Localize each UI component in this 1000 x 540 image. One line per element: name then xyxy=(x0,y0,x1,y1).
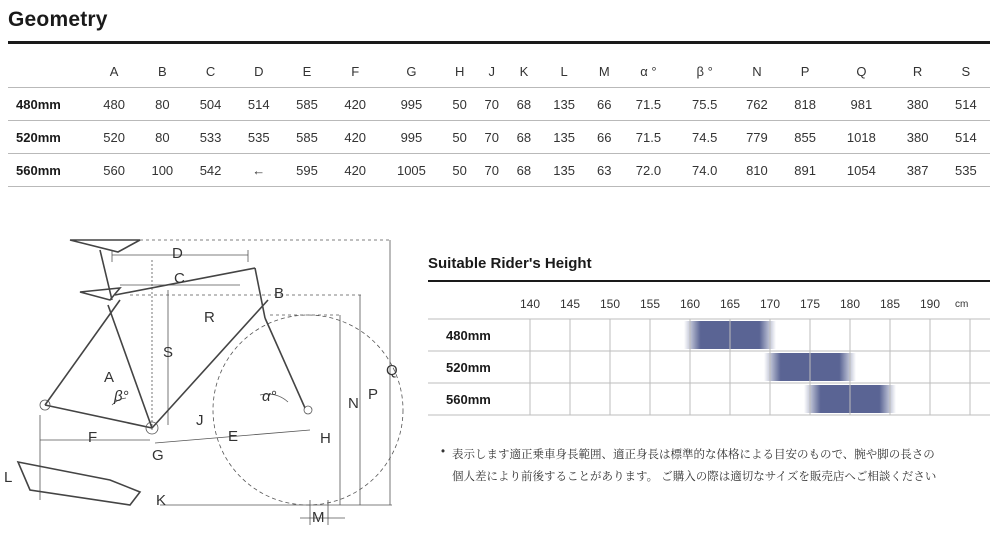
table-cell: 50 xyxy=(452,162,467,178)
rider-size-label: 520mm xyxy=(446,360,491,375)
column-header: R xyxy=(912,63,923,79)
table-cell: 1054 xyxy=(846,162,876,178)
diagram-label-f: F xyxy=(88,429,98,446)
column-header: β ° xyxy=(696,63,713,79)
table-cell: 779 xyxy=(746,129,768,145)
table-cell: 80 xyxy=(155,129,170,145)
table-cell: 520 xyxy=(103,129,125,145)
column-header: H xyxy=(454,63,465,79)
table-cell: 135 xyxy=(553,129,575,145)
table-cell: 420 xyxy=(344,162,367,178)
table-cell: 380 xyxy=(906,96,929,112)
diagram-label-m: M xyxy=(312,509,325,526)
diagram-label-l: L xyxy=(4,469,13,486)
rider-size-label: 480mm xyxy=(446,328,491,343)
note-line-2: 個人差により前後することがあります。 ご購入の際は適切なサイズを販売店へご相談ください xyxy=(452,471,937,483)
table-cell: 100 xyxy=(151,162,174,178)
column-header: A xyxy=(109,63,119,79)
table-cell: 387 xyxy=(906,162,929,178)
diagram-label-b: B xyxy=(274,285,285,302)
diagram-label-q: Q xyxy=(386,362,398,379)
table-cell: 995 xyxy=(400,96,423,112)
diagram-label-k: K xyxy=(156,492,167,509)
diagram-label-d: D xyxy=(172,245,183,262)
table-cell: 66 xyxy=(597,129,612,145)
table-cell: 762 xyxy=(746,96,768,112)
table-cell: 514 xyxy=(247,96,270,112)
scale-tick-label: 185 xyxy=(879,297,901,311)
table-cell: 810 xyxy=(746,162,768,178)
table-cell: 71.5 xyxy=(635,96,662,112)
table-cell: 420 xyxy=(344,129,367,145)
column-header: E xyxy=(302,63,312,79)
column-header: K xyxy=(519,63,529,79)
diagram-label-s: S xyxy=(163,344,174,361)
table-cell: 70 xyxy=(484,96,499,112)
table-cell: 504 xyxy=(199,96,222,112)
scale-tick-label: 140 xyxy=(519,297,541,311)
table-cell: 135 xyxy=(553,96,575,112)
table-cell: 135 xyxy=(553,162,575,178)
column-header: P xyxy=(800,63,810,79)
column-header: J xyxy=(488,63,496,79)
diagram-label-c: C xyxy=(174,270,185,287)
scale-tick-label: 145 xyxy=(559,297,581,311)
scale-tick-label: 155 xyxy=(639,297,661,311)
column-header: L xyxy=(560,63,568,79)
diagram-label-j: J xyxy=(196,412,204,429)
table-cell: 514 xyxy=(955,96,977,112)
table-cell: 981 xyxy=(850,96,873,112)
diagram-label-a: A xyxy=(104,369,115,386)
table-cell: 50 xyxy=(452,129,467,145)
diagram-label-e: E xyxy=(228,428,239,445)
column-header: M xyxy=(598,63,610,79)
column-header: N xyxy=(752,63,762,79)
table-cell: 74.5 xyxy=(692,129,718,145)
table-cell: 542 xyxy=(199,162,222,178)
rider-height-title: Suitable Rider's Height xyxy=(428,255,592,272)
scale-tick-label: 170 xyxy=(759,297,781,311)
column-header: α ° xyxy=(640,63,657,79)
row-size-label: 520mm xyxy=(16,129,61,145)
table-cell: 68 xyxy=(516,162,532,178)
table-cell: 891 xyxy=(794,162,816,178)
scale-tick-label: 160 xyxy=(679,297,701,311)
table-cell: 75.5 xyxy=(692,96,718,112)
table-cell: 585 xyxy=(296,96,318,112)
table-cell: 995 xyxy=(400,129,423,145)
table-cell: ← xyxy=(252,162,266,178)
table-cell: 68 xyxy=(516,129,532,145)
table-cell: 535 xyxy=(247,129,270,145)
table-cell: 855 xyxy=(794,129,816,145)
column-header: B xyxy=(157,63,167,79)
table-cell: 70 xyxy=(484,129,499,145)
scale-tick-label: 150 xyxy=(599,297,621,311)
column-header: D xyxy=(254,63,264,79)
rider-height-unit: cm xyxy=(955,299,969,310)
column-header: C xyxy=(205,63,216,79)
diagram-label-p: P xyxy=(368,386,379,403)
table-cell: 50 xyxy=(452,96,467,112)
table-cell: 1018 xyxy=(846,129,876,145)
column-header: Q xyxy=(856,63,867,79)
column-header: F xyxy=(351,63,360,79)
table-cell: 80 xyxy=(155,96,170,112)
diagram-label-h: H xyxy=(320,430,331,447)
table-cell: 66 xyxy=(597,96,612,112)
table-cell: 585 xyxy=(296,129,318,145)
diagram-label-n: N xyxy=(348,395,359,412)
table-cell: 63 xyxy=(597,162,612,178)
table-cell: 514 xyxy=(955,129,977,145)
diagram-label-g: G xyxy=(152,447,164,464)
scale-tick-label: 175 xyxy=(799,297,821,311)
diagram-label-beta: β° xyxy=(114,388,129,405)
diagram-label-alpha: α° xyxy=(262,388,277,405)
row-size-label: 480mm xyxy=(16,96,61,112)
scale-tick-label: 165 xyxy=(719,297,741,311)
table-cell: 533 xyxy=(199,129,222,145)
column-header: G xyxy=(406,63,417,79)
table-cell: 535 xyxy=(955,162,977,178)
table-cell: 74.0 xyxy=(692,162,718,178)
row-size-label: 560mm xyxy=(16,162,61,178)
table-cell: 480 xyxy=(103,96,125,112)
table-cell: 380 xyxy=(906,129,929,145)
scale-tick-label: 190 xyxy=(919,297,941,311)
table-cell: 420 xyxy=(344,96,367,112)
table-cell: 818 xyxy=(794,96,816,112)
table-cell: 595 xyxy=(296,162,318,178)
column-header: S xyxy=(961,63,971,79)
table-cell: 72.0 xyxy=(635,162,662,178)
table-cell: 68 xyxy=(516,96,532,112)
table-cell: 71.5 xyxy=(635,129,662,145)
diagram-label-r: R xyxy=(204,309,215,326)
scale-tick-label: 180 xyxy=(839,297,861,311)
table-cell: 560 xyxy=(103,162,125,178)
table-cell: 1005 xyxy=(396,162,426,178)
rider-size-label: 560mm xyxy=(446,392,491,407)
note-line-1: • 表示します適正乗車身長範囲、適正身長は標準的な体格による目安のもので、腕や脚の長さの xyxy=(452,446,935,462)
page-title: Geometry xyxy=(8,8,108,31)
table-cell: 70 xyxy=(484,162,499,178)
